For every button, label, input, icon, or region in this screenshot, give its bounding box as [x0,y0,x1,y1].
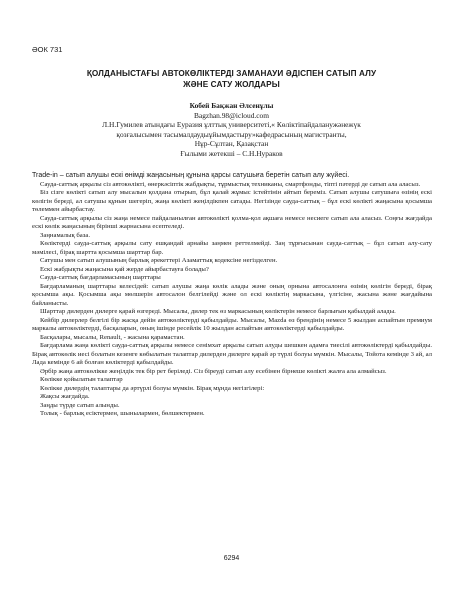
paragraph: Толық - барлық есіктермен, шынылармен, бөлшектермен. [40,410,205,417]
article-title [30,68,433,90]
paragraph: Заңды түрде сатып алынды. [40,401,120,409]
paragraph: Көлікке дилердің талаптары да әртүрлі болуы мүмкін. Бірақ мұнда негізгілері: [40,384,265,392]
paragraph: Әрбір жаңа автокөлікке жеңілдік тек бір рет беріледі. Сіз біреуді сатып алу есебінен бірнеше көлікті жалға ала алмайсыз. [40,367,387,375]
affiliation-line-2: қозғалысымен тасымалдаудыұйымдастыру»кафедрасының магистранты, [116,129,347,139]
paragraph: Сатушы мен сатып алушының барлық әрекеттері Азаматтық кодексіне негізделген. [40,257,278,264]
paragraph: Көліктерді сауда-саттық арқылы сату ешқандай арнайы заңмен реттелмейді. Заң тұрғысынан сауда-саттық – бұл сатып алу-сату мәмілесі, бірақ шартта қосымша шарттар бар. [32,240,432,256]
author-block [30,101,433,159]
supervisor-line: Ғылыми жетекші – С.Н.Нураков [180,148,283,158]
paragraph: Бағдарлама жаңа көлікті сауда-саттық арқылы немесе сенімхат арқылы сатып алуды шешкен адамға тиесілі автокөліктерді қабылдайды. Бірақ автокөлік иесі болатын кезенге көбылатын талаптар дилерден дилерге қарай әр түрлі болуы мүмкін. Мысалы, Тойота кемінде 3 ай, ал Лада кемінде 6 ай болған көліктерді қабылдайды. [32,342,432,366]
title-line-1: ҚОЛДАНЫСТАҒЫ АВТОКӨЛІКТЕРДІ ЗАМАНАУИ ӘДІСПЕН САТЫП АЛУ [86,69,377,78]
paragraph: Заңнамалық база. [40,231,91,239]
paragraph: Ескі жабдықты жаңасына қай жерде айырбастауға болады? [40,265,209,273]
paragraph: Басқалары, мысалы, Renault, - жасына қарамастан. [40,333,185,341]
paragraph: Шарттар дилерден дилерге қарай өзгереді. Мысалы, дилер тек өз маркасының көліктерін немесе барлығын қабылдай алады. [40,308,396,315]
paragraph: Сауда-саттық арқылы сіз жаңа немесе пайдаланылған автокөлікті қолма-қол ақшаға немесе несиеге сатып ала аласыз. Соңғы жағдайда ескі көлік жаңасының бірінші жарнасына есептеледі. [32,214,432,230]
author-email: Bagzhan.98@icloud.com [194,110,269,120]
title-line-2: ЖӘНЕ САТУ ЖОЛДАРЫ [183,80,280,89]
article-body [32,172,432,419]
paragraph: Біз сізге көлікті сатып алу мысалын қолдана отырып, бұл қалай жұмыс істейтінін айтып береміз. Сатып алушы сатушыға өзінің ескі көлігін береді, ал сатушы құнын шегеріп, жаңа көлікті жеңілдікпен сатады. Негізінде сауда-саттық – бұл ескі көлікті жаңасына қосымша төлеммен айырбастау. [32,189,432,213]
paragraph: Бағдарламаның шарттары келесідей: сатып алушы жаңа көлік алады және оның орнына автосалонға өзінің көлігін береді, бірақ қосымша ақы. Қосымша ақы мөлшерін автосалон белгілейді және ол ескі көліктің маркасына, үлгісіне, жасына және жағдайына байланысты. [32,282,432,307]
affiliation-line-1: Л.Н.Гумилев атындағы Еуразия ұлттық университеті,« Көліктіпайдаланужәнежүк [102,120,361,130]
paragraph: Кейбір дилерлер белгілі бір жасқа дейін автокөліктерді қабылдайды. Мысалы, Mazda өз брендінің немесе 5 жылдан аспайтын премиум маркалы автокөліктерді, басқаларын, оның ішінде ресейлік 10 жылдан аспайтын автокөліктерді қабылдайды. [32,316,432,332]
paragraph: Сауда-саттық бағдарламасының шарттары [40,274,161,281]
paragraph: Сауда-саттық арқылы сіз автокөлікті, өнеркәсіптік жабдықты, тұрмыстық техниканы, смартфонды, тіпті пәтерді де сатып ала аласыз. [40,180,421,188]
udc-code: ӘОК 731 [32,45,63,54]
page-number: 6294 [223,555,240,562]
author-name: Кобей Бақжан Әлсенұлы [189,101,274,110]
paragraph: Көлікке қойылатын талаптар [40,376,123,383]
affiliation-line-3: Нұр-Сұлтан, Қазақстан [194,139,269,149]
paragraph: Trade-in – сатып алушы ескі өнімді жаңасының құнына қарсы сатушыға беретін сатып алу жүйесі. [32,172,350,179]
paragraph: Жақсы жағдайда. [40,393,90,400]
